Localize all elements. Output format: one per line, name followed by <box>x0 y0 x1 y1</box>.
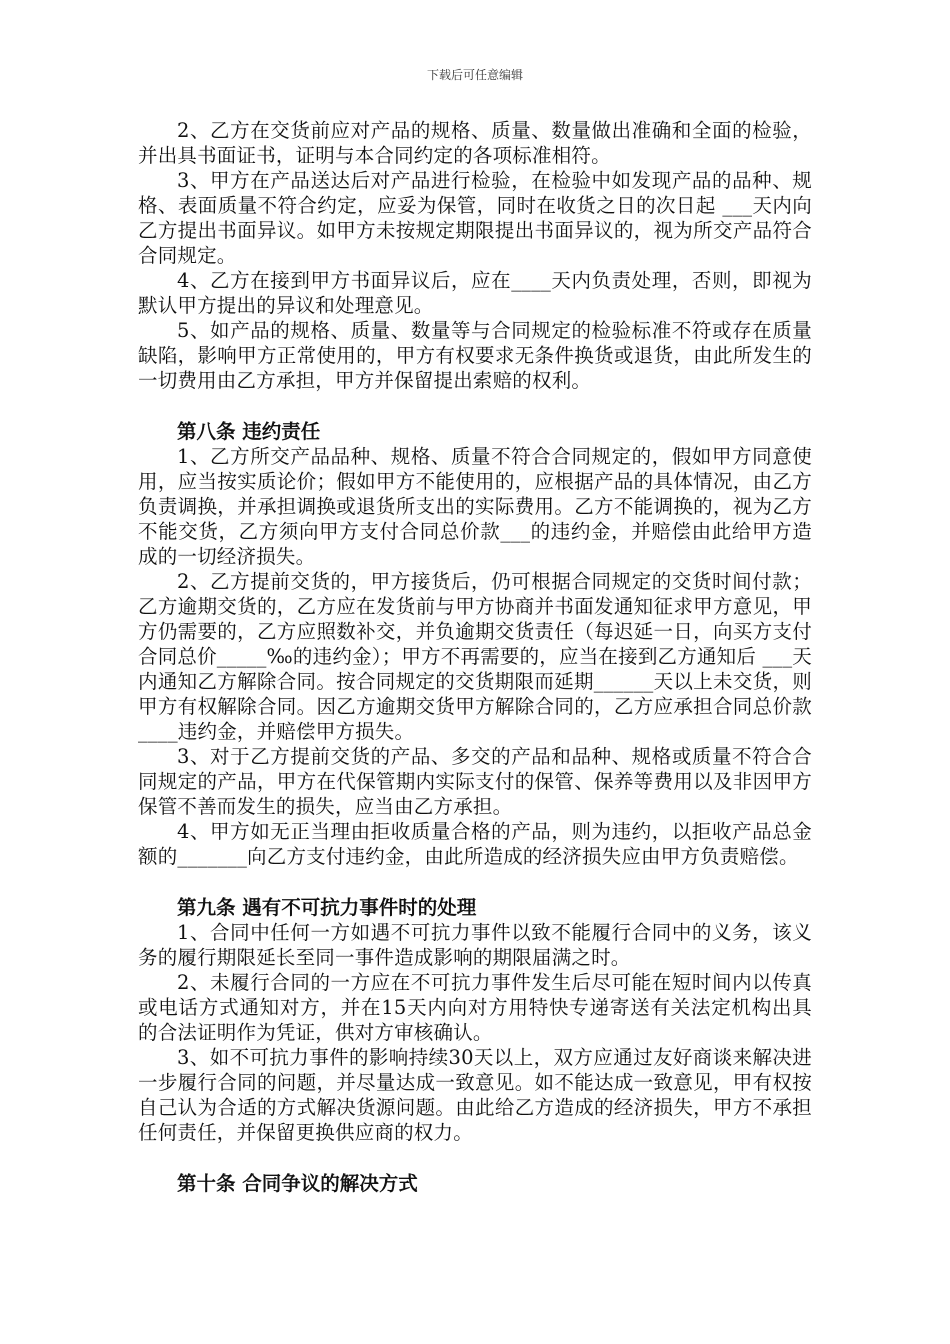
paragraph: 2、未履行合同的一方应在不可抗力事件发生后尽可能在短时间内以传真或电话方式通知对方，并在15天内向对方用特快专递寄送有关法定机构出具的合法证明作为凭证，供对方审核确认。 <box>138 971 812 1044</box>
paragraph: 4、甲方如无正当理由拒收质量合格的产品，则为违约，以拒收产品总金额的_______向乙方支付违约金，由此所造成的经济损失应由甲方负责赔偿。 <box>138 820 812 868</box>
paragraph: 2、乙方提前交货的，甲方接货后，仍可根据合同规定的交货时间付款；乙方逾期交货的，乙方应在发货前与甲方协商并书面发通知征求甲方意见，甲方仍需要的，乙方应照数补交，并负逾期交货责任（每迟延一日，向买方支付合同总价_____‰的违约金）；甲方不再需要的，应当在接到乙方通知后 ___天内通知乙方解除合同。按合同规定的交货期限而延期______天以上未交货，则甲方有权解除合同。因乙方逾期交货甲方解除合同的，乙方应承担合同总价款 ____违约金，并赔偿甲方损失。 <box>138 570 812 743</box>
document-body <box>138 118 812 1196</box>
section-heading: 第八条 违约责任 <box>177 420 321 443</box>
paragraph: 3、对于乙方提前交货的产品、多交的产品和品种、规格或质量不符合合同规定的产品，甲方在代保管期内实际支付的保管、保养等费用以及非因甲方保管不善而发生的损失，应当由乙方承担。 <box>138 745 812 818</box>
paragraph: 3、如不可抗力事件的影响持续30天以上，双方应通过友好商谈来解决进一步履行合同的问题，并尽量达成一致意见。如不能达成一致意见，甲有权按自己认为合适的方式解决货源问题。由此给乙方造成的经济损失，甲方不承担任何责任，并保留更换供应商的权力。 <box>138 1046 812 1144</box>
paragraph: 3、甲方在产品送达后对产品进行检验，在检验中如发现产品的品种、规格、表面质量不符合约定，应妥为保管，同时在收货之日的次日起 ___天内向乙方提出书面异议。如甲方未按规定期限提出书面异议的，视为所交产品符合合同规定。 <box>138 169 812 267</box>
section-heading: 第十条 合同争议的解决方式 <box>177 1172 418 1195</box>
paragraph: 5、如产品的规格、质量、数量等与合同规定的检验标准不符或存在质量缺陷，影响甲方正常使用的，甲方有权要求无条件换货或退货，由此所发生的一切费用由乙方承担，甲方并保留提出索赔的权利。 <box>138 319 812 392</box>
section-heading: 第九条 遇有不可抗力事件时的处理 <box>177 896 477 919</box>
paragraph: 1、合同中任何一方如遇不可抗力事件以致不能履行合同中的义务，该义务的履行期限延长至同一事件造成影响的期限届满之时。 <box>138 921 812 969</box>
page-header: 下载后可任意编辑 <box>426 68 523 82</box>
paragraph: 1、乙方所交产品品种、规格、质量不符合合同规定的，假如甲方同意使用，应当按实质论价；假如甲方不能使用的，应根据产品的具体情况，由乙方负责调换，并承担调换或退货所支出的实际费用。乙方不能调换的，视为乙方不能交货，乙方须向甲方支付合同总价款___的违约金，并赔偿由此给甲方造成的一切经济损失。 <box>138 445 812 568</box>
paragraph: 4、乙方在接到甲方书面异议后，应在____天内负责处理，否则，即视为默认甲方提出的异议和处理意见。 <box>138 269 812 317</box>
paragraph: 2、乙方在交货前应对产品的规格、质量、数量做出准确和全面的检验，并出具书面证书，证明与本合同约定的各项标准相符。 <box>138 119 812 167</box>
